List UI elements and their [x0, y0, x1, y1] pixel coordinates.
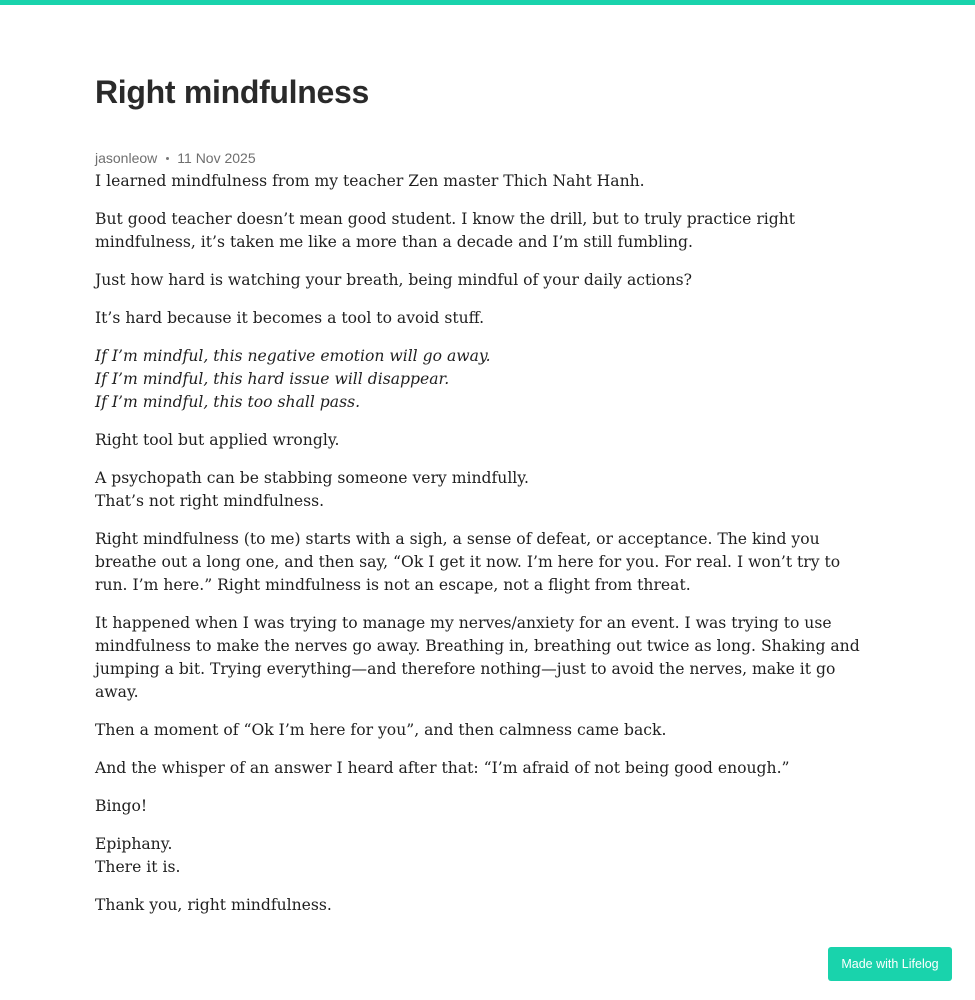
post-article — [95, 70, 875, 932]
paragraph: Epiphany. There it is. — [95, 835, 181, 876]
paragraph: Just how hard is watching your breath, being mindful of your daily actions? — [95, 271, 693, 289]
made-with-lifelog-button[interactable]: Made with Lifelog — [828, 947, 952, 981]
paragraph: It’s hard because it becomes a tool to avoid stuff. — [95, 309, 485, 327]
paragraph: And the whisper of an answer I heard after that: “I’m afraid of not being good enough.” — [95, 759, 790, 777]
paragraph: I learned mindfulness from my teacher Zen master Thich Naht Hanh. — [95, 172, 645, 190]
post-body — [95, 170, 875, 917]
paragraph: A psychopath can be stabbing someone very mindfully. That’s not right mindfulness. — [95, 469, 529, 510]
paragraph: Right tool but applied wrongly. — [95, 431, 340, 449]
paragraph: It happened when I was trying to manage my nerves/anxiety for an event. I was trying to use mindfulness to make the nerves go away. Breathing in, breathing out twice as long. Shaking and jumping a bit. Trying everything—and therefore nothing—just to avoid the nerves, make it go away. — [95, 614, 860, 701]
paragraph: Then a moment of “Ok I’m here for you”, and then calmness came back. — [95, 721, 667, 739]
post-author[interactable]: jasonleow — [95, 150, 158, 166]
post-date: 11 Nov 2025 — [177, 150, 256, 166]
paragraph: But good teacher doesn’t mean good student. I know the drill, but to truly practice right mindfulness, it’s taken me like a more than a decade and I’m still fumbling. — [95, 210, 796, 251]
paragraph: Right mindfulness (to me) starts with a sigh, a sense of defeat, or acceptance. The kind you breathe out a long one, and then say, “Ok I get it now. I’m here for you. For real. I won’t try to run. I’m here.” Right mindfulness is not an escape, not a flight from threat. — [95, 530, 841, 594]
italic-paragraph: If I’m mindful, this negative emotion will go away. If I’m mindful, this hard issue will disappear. If I’m mindful, this too shall pass. — [95, 347, 491, 411]
post-meta — [95, 150, 875, 166]
paragraph: Thank you, right mindfulness. — [95, 896, 332, 914]
post-title: Right mindfulness — [95, 74, 370, 110]
meta-separator-dot — [166, 157, 169, 160]
paragraph: Bingo! — [95, 797, 148, 815]
top-accent-bar — [0, 0, 975, 5]
